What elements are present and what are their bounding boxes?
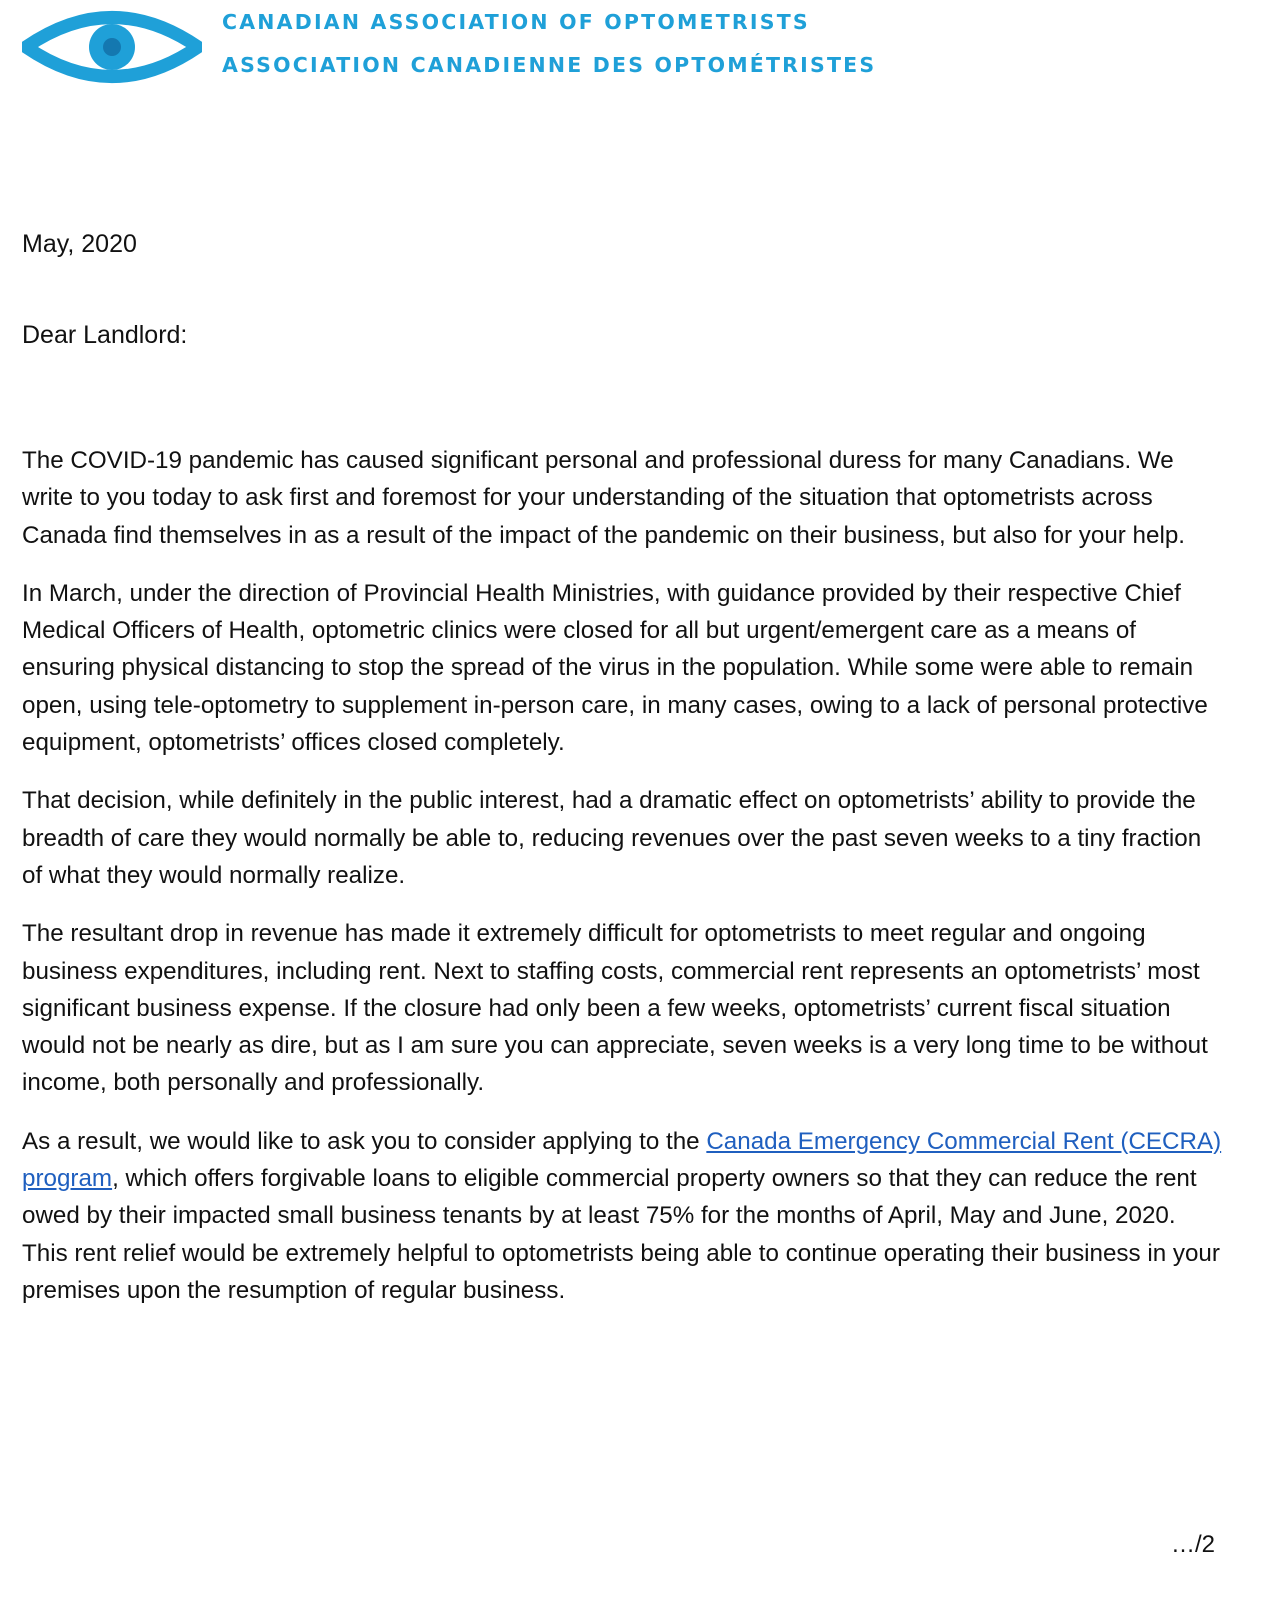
cecra-text-before-link: As a result, we would like to ask you to consider applying to the bbox=[22, 1127, 707, 1155]
paragraph-covid-impact: The COVID-19 pandemic has caused significant personal and professional duress for many Canadians. We write to you today to ask first and foremost for your understanding of the situation that optometrists across Canada find themselves in as a result of the impact of the pandemic on their business, but also for your help. bbox=[22, 447, 1185, 549]
org-name-french: ASSOCIATION CANADIENNE DES OPTOMÉTRISTES bbox=[222, 53, 877, 77]
letter-body bbox=[22, 442, 1227, 1330]
paragraph-revenue-effect: That decision, while definitely in the public interest, had a dramatic effect on optometrists’ ability to provide the breadth of care they would normally be able to, reducing revenues over the past seven weeks to a tiny fraction of what they would normally realize. bbox=[22, 787, 1202, 889]
letter-date: May, 2020 bbox=[22, 230, 137, 258]
paragraph-cecra-request bbox=[22, 1123, 1227, 1309]
letterhead bbox=[22, 0, 877, 95]
cecra-program-link[interactable]: Canada Emergency Commercial Rent (CECRA) program bbox=[22, 1127, 1222, 1193]
paragraph-clinic-closures: In March, under the direction of Provincial Health Ministries, with guidance provided by their respective Chief Medical Officers of Health, optometric clinics were closed for all but urgent/emergent care as a means of ensuring physical distancing to stop the spread of the virus in the population. While some were able to remain open, using tele-optometry to supplement in-person care, in many cases, owing to a lack of personal protective equipment, optometrists’ offices closed completely. bbox=[22, 579, 1208, 757]
page-continuation-marker: …/2 bbox=[1170, 1531, 1215, 1558]
eye-logo-icon bbox=[22, 0, 202, 95]
org-name-english: CANADIAN ASSOCIATION OF OPTOMETRISTS bbox=[222, 10, 810, 34]
cecra-text-after-link: , which offers forgivable loans to eligible commercial property owners so that they can reduce the rent owed by their impacted small business tenants by at least 75% for the months of April, May and June, 2020. This rent relief would be extremely helpful to optometrists being able to continue operating their business in your premises upon the resumption of regular business. bbox=[22, 1165, 1220, 1304]
letter-salutation: Dear Landlord: bbox=[22, 321, 188, 349]
paragraph-rent-burden: The resultant drop in revenue has made it extremely difficult for optometrists to meet regular and ongoing business expenditures, including rent. Next to staffing costs, commercial rent represents an optometrists’ most significant business expense. If the closure had only been a few weeks, optometrists’ current fiscal situation would not be nearly as dire, but as I am sure you can appreciate, seven weeks is a very long time to be without income, both personally and professionally. bbox=[22, 920, 1208, 1097]
